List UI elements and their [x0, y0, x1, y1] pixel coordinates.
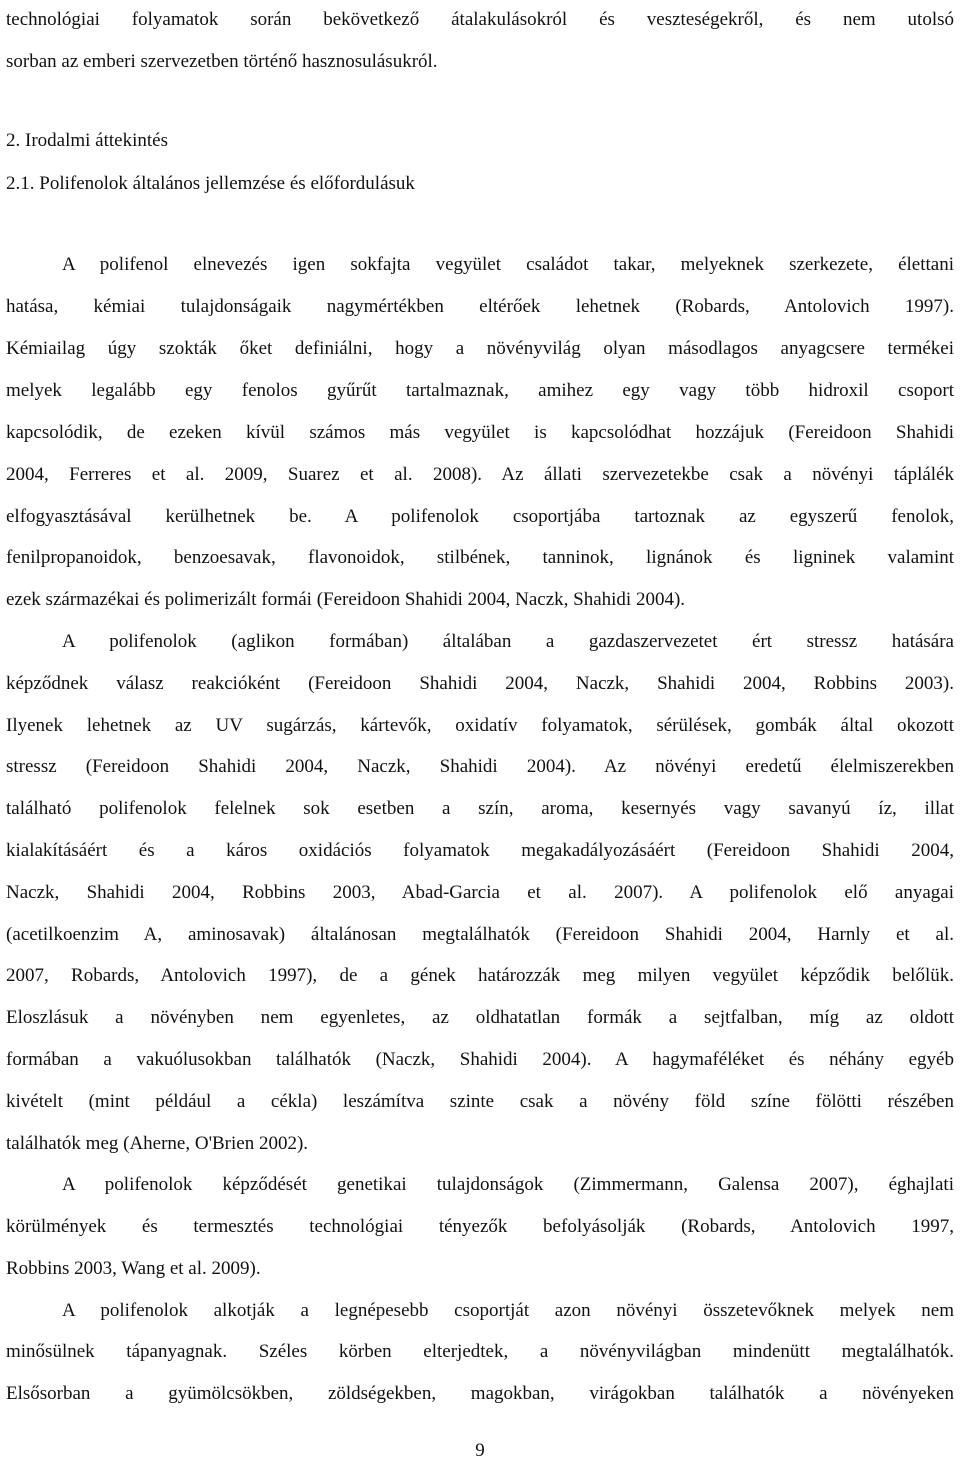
paragraph-line: Naczk, Shahidi 2004, Robbins 2003, Abad-Garcia et al. 2007). A polifenolok elő anyagai	[6, 882, 954, 903]
paragraph-line: kialakításáért és a káros oxidációs folyamatok megakadályozásáért (Fereidoon Shahidi 2004,	[6, 840, 954, 861]
paragraph-line: ezek származékai és polimerizált formái (Fereidoon Shahidi 2004, Naczk, Shahidi 2004).	[6, 589, 686, 610]
intro-line-2: sorban az emberi szervezetben történő hasznosulásukról.	[6, 51, 438, 72]
paragraph-line: Robbins 2003, Wang et al. 2009).	[6, 1258, 261, 1279]
paragraph-line: A polifenol elnevezés igen sokfajta vegyület családot takar, melyeknek szerkezete, élettani	[62, 254, 954, 275]
paragraph-line: Elsősorban a gyümölcsökben, zöldségekben, magokban, virágokban találhatók a növényeken	[6, 1383, 954, 1404]
paragraph-line: (acetilkoenzim A, aminosavak) általánosan megtalálhatók (Fereidoon Shahidi 2004, Harnly et al.	[6, 924, 954, 945]
paragraph-line: található polifenolok felelnek sok esetben a szín, aroma, kesernyés vagy savanyú íz, illat	[6, 798, 954, 819]
section-heading: 2. Irodalmi áttekintés	[6, 130, 168, 151]
paragraph-line: Ilyenek lehetnek az UV sugárzás, kártevők, oxidatív folyamatok, sérülések, gombák által okozott	[6, 715, 954, 736]
paragraph-line: A polifenolok alkotják a legnépesebb csoportját azon növényi összetevőknek melyek nem	[62, 1300, 954, 1321]
subsection-heading: 2.1. Polifenolok általános jellemzése és előfordulásuk	[6, 173, 415, 194]
paragraph-line: fenilpropanoidok, benzoesavak, flavonoidok, stilbének, tanninok, lignánok és ligninek valamint	[6, 547, 954, 568]
paragraph-line: A polifenolok képződését genetikai tulajdonságok (Zimmermann, Galensa 2007), éghajlati	[62, 1174, 954, 1195]
paragraph-line: melyek legalább egy fenolos gyűrűt tartalmaznak, amihez egy vagy több hidroxil csoport	[6, 380, 954, 401]
paragraph-line: formában a vakuólusokban találhatók (Naczk, Shahidi 2004). A hagymaféléket és néhány egyéb	[6, 1049, 954, 1070]
paragraph-line: kivételt (mint például a cékla) leszámítva szinte csak a növény föld színe fölötti részében	[6, 1091, 954, 1112]
paragraph-line: 2007, Robards, Antolovich 1997), de a gének határozzák meg milyen vegyület képződik belőlük.	[6, 965, 954, 986]
paragraph-line: 2004, Ferreres et al. 2009, Suarez et al. 2008). Az állati szervezetekbe csak a növényi táplálék	[6, 464, 954, 485]
paragraph-line: A polifenolok (aglikon formában) általában a gazdaszervezetet ért stressz hatására	[62, 631, 954, 652]
paragraph-line: elfogyasztásával kerülhetnek be. A polifenolok csoportjába tartoznak az egyszerű fenolok,	[6, 506, 954, 527]
paragraph-line: képződnek válasz reakcióként (Fereidoon Shahidi 2004, Naczk, Shahidi 2004, Robbins 2003).	[6, 673, 954, 694]
paragraph-line: kapcsolódik, de ezeken kívül számos más vegyület is kapcsolódhat hozzájuk (Fereidoon Shahidi	[6, 422, 954, 443]
paragraph-line: stressz (Fereidoon Shahidi 2004, Naczk, Shahidi 2004). Az növényi eredetű élelmiszerekben	[6, 756, 954, 777]
paragraph-line: találhatók meg (Aherne, O'Brien 2002).	[6, 1133, 309, 1154]
paragraph-line: Kémiailag úgy szokták őket definiálni, hogy a növényvilág olyan másodlagos anyagcsere termékei	[6, 338, 954, 359]
paragraph-line: körülmények és termesztés technológiai tényezők befolyásolják (Robards, Antolovich 1997,	[6, 1216, 954, 1237]
paragraph-line: minősülnek tápanyagnak. Széles körben elterjedtek, a növényvilágban mindenütt megtalálhatók.	[6, 1341, 954, 1362]
paragraph-line: hatása, kémiai tulajdonságaik nagymértékben eltérőek lehetnek (Robards, Antolovich 1997).	[6, 296, 954, 317]
page-number: 9	[475, 1440, 485, 1461]
intro-line-1: technológiai folyamatok során bekövetkező átalakulásokról és veszteségekről, és nem utolsó	[6, 9, 954, 30]
paragraph-line: Eloszlásuk a növényben nem egyenletes, az oldhatatlan formák a sejtfalban, míg az oldott	[6, 1007, 954, 1028]
